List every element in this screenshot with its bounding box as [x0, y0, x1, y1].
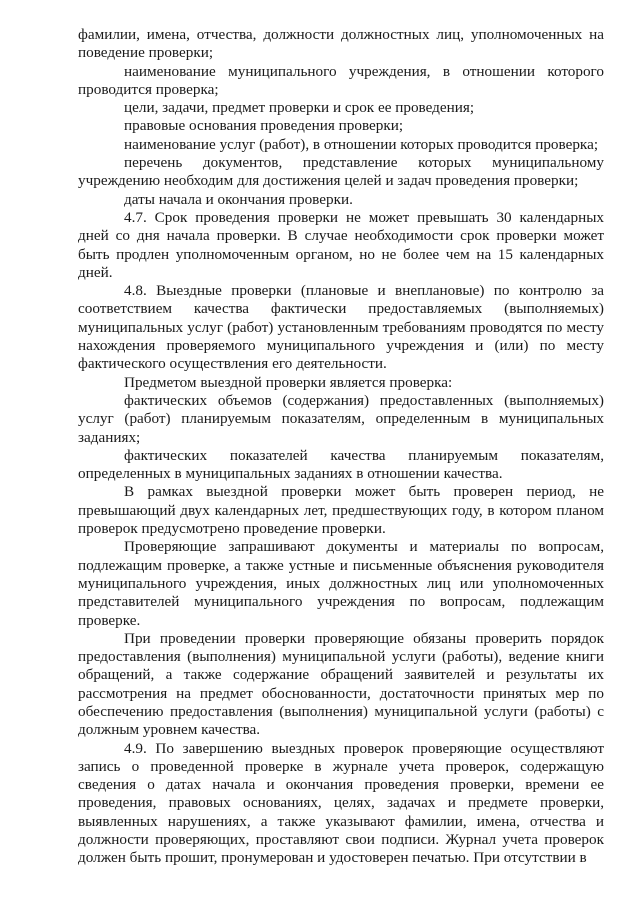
document-page	[78, 26, 604, 868]
paragraph-14: Проверяющие запрашивают документы и материалы по вопросам, подлежащим проверке, а также устные и письменные объяснения руководителя муниципального учреждения, иных должностных лиц или уполномоченных представителей муниципального учреждения по вопросам, подлежащим проверке.	[78, 538, 604, 629]
paragraph-6: перечень документов, представление которых муниципальному учреждению необходим для достижения целей и задач проведения проверки;	[78, 154, 604, 190]
paragraph-3: цели, задачи, предмет проверки и срок ее проведения;	[124, 99, 475, 117]
paragraph-9: 4.8. Выездные проверки (плановые и внеплановые) по контролю за соответствием качества фактически предоставляемых (выполняемых) муниципальных услуг (работ) установленным требованиям проводятся по месту нахождения проверяемого муниципального учреждения и (или) по месту фактического осуществления его деятельности.	[78, 282, 604, 373]
paragraph-5: наименование услуг (работ), в отношении которых проводится проверка;	[124, 135, 599, 153]
paragraph-15: При проведении проверки проверяющие обязаны проверить порядок предоставления (выполнения) муниципальной услуги (работы), ведение книги обращений, а также содержание обращений заявителей и результаты их рассмотрения на предмет обоснованности, достаточности принятых мер по обеспечению предоставления (выполнения) муниципальной услуги (работы) с должным уровнем качества.	[78, 629, 604, 739]
paragraph-8: 4.7. Срок проведения проверки не может превышать 30 календарных дней со дня начала проверки. В случае необходимости срок проверки может быть продлен уполномоченным органом, но не более чем на 15 календарных дней.	[78, 208, 604, 281]
paragraph-13: В рамках выездной проверки может быть проверен период, не превышающий двух календарных лет, предшествующих году, в котором планом проверок предусмотрено проведение проверки.	[78, 483, 604, 538]
paragraph-10: Предметом выездной проверки является проверка:	[124, 373, 453, 391]
paragraph-12: фактических показателей качества планируемым показателям, определенных в муниципальных заданиях в отношении качества.	[78, 446, 604, 483]
paragraph-1: фамилии, имена, отчества, должности должностных лиц, уполномоченных на поведение проверки;	[78, 26, 604, 62]
paragraph-4: правовые основания проведения проверки;	[124, 117, 404, 135]
paragraph-7: даты начала и окончания проверки.	[124, 190, 353, 208]
paragraph-16: 4.9. По завершению выездных проверок проверяющие осуществляют запись о проведенной проверке в журнале учета проверок, содержащую сведения о датах начала и окончания проведения проверки, времени ее проведения, правовых основаниях, целях, задачах и предмете проверки, выявленных нарушениях, а также указывают фамилии, имена, отчества и должности проверяющих, проставляют свои подписи. Журнал учета проверок должен быть прошит, пронумерован и удостоверен печатью. При отсутствии в	[78, 739, 604, 867]
paragraph-11: фактических объемов (содержания) предоставленных (выполняемых) услуг (работ) планируемым показателям, определенным в муниципальных заданиях;	[78, 391, 604, 446]
paragraph-2: наименование муниципального учреждения, в отношении которого проводится проверка;	[78, 62, 604, 98]
